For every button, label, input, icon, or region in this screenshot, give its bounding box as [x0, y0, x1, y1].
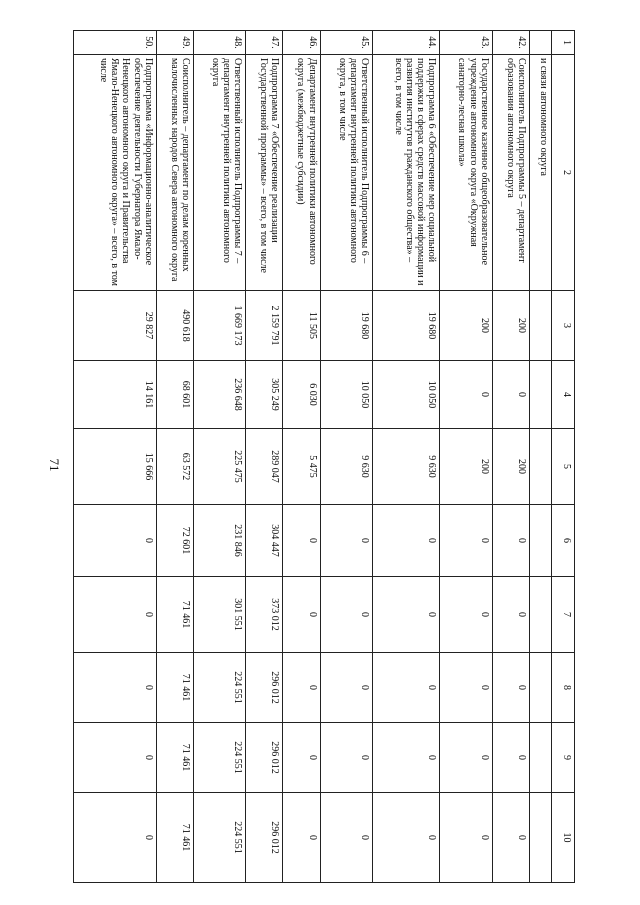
value-cell: 0 — [492, 577, 529, 653]
value-cell: 0 — [74, 577, 157, 653]
value-cell: 0 — [492, 361, 529, 429]
rotated-table-container — [73, 30, 575, 882]
column-header: 10 — [551, 793, 574, 883]
value-cell: 11 505 — [283, 291, 320, 361]
continuation-row — [529, 31, 551, 883]
value-cell: 19 680 — [320, 291, 372, 361]
table-row — [372, 31, 440, 883]
value-cell: 0 — [492, 723, 529, 793]
table-row — [492, 31, 529, 883]
value-cell: 231 846 — [193, 505, 245, 577]
value-cell: 225 475 — [193, 429, 245, 505]
table-row — [193, 31, 245, 883]
table-row — [440, 31, 492, 883]
value-cell: 9 630 — [372, 429, 440, 505]
value-cell: 0 — [440, 653, 492, 723]
value-cell: 71 461 — [156, 653, 193, 723]
table-row — [320, 31, 372, 883]
value-cell: 0 — [320, 577, 372, 653]
column-header: 3 — [551, 291, 574, 361]
column-header: 4 — [551, 361, 574, 429]
row-number: 45. — [320, 31, 372, 55]
column-header: 1 — [551, 31, 574, 55]
value-cell: 0 — [440, 361, 492, 429]
table-row — [246, 31, 283, 883]
value-cell: 0 — [440, 793, 492, 883]
value-cell: 0 — [372, 505, 440, 577]
value-cell: 10 050 — [372, 361, 440, 429]
row-number: 43. — [440, 31, 492, 55]
column-header-row — [551, 31, 574, 883]
value-cell: 19 680 — [372, 291, 440, 361]
table-row — [74, 31, 157, 883]
value-cell: 5 475 — [283, 429, 320, 505]
row-name: Подпрограмма 6 «Обеспечение мер социальной поддержки в сферах средств массовой информации и развития институтов гражданского общества» – всего, в том числе — [372, 55, 440, 291]
value-cell: 0 — [283, 653, 320, 723]
value-cell: 0 — [74, 723, 157, 793]
value-cell: 71 461 — [156, 723, 193, 793]
value-cell: 296 012 — [246, 793, 283, 883]
value-cell: 0 — [372, 577, 440, 653]
value-cell: 1 669 173 — [193, 291, 245, 361]
row-number: 50. — [74, 31, 157, 55]
row-name: Департамент внутренней политики автономного округа (межбюджетные субсидии) — [283, 55, 320, 291]
column-header: 7 — [551, 577, 574, 653]
row-number: 46. — [283, 31, 320, 55]
table-row — [283, 31, 320, 883]
value-cell: 29 827 — [74, 291, 157, 361]
value-cell: 0 — [74, 505, 157, 577]
value-cell: 72 601 — [156, 505, 193, 577]
value-cell: 224 551 — [193, 793, 245, 883]
value-cell: 296 012 — [246, 653, 283, 723]
column-header: 9 — [551, 723, 574, 793]
row-name: Подпрограмма 7 «Обеспечение реализации Государственной программы» – всего, в том числе — [246, 55, 283, 291]
value-cell: 0 — [320, 723, 372, 793]
value-cell: 9 630 — [320, 429, 372, 505]
row-number: 48. — [193, 31, 245, 55]
value-cell: 10 050 — [320, 361, 372, 429]
row-name: Ответственный исполнитель Подпрограммы 6 – департамент внутренней политики автономного округа, в том числе — [320, 55, 372, 291]
value-cell: 0 — [283, 793, 320, 883]
value-cell: 0 — [492, 505, 529, 577]
value-cell: 0 — [440, 577, 492, 653]
value-cell: 200 — [440, 291, 492, 361]
value-cell: 200 — [492, 429, 529, 505]
row-number: 47. — [246, 31, 283, 55]
value-cell: 0 — [283, 505, 320, 577]
value-cell: 0 — [372, 653, 440, 723]
value-cell: 0 — [440, 505, 492, 577]
value-cell: 490 618 — [156, 291, 193, 361]
value-cell: 0 — [372, 793, 440, 883]
value-cell: 15 666 — [74, 429, 157, 505]
value-cell: 296 012 — [246, 723, 283, 793]
column-header: 6 — [551, 505, 574, 577]
row-name: Соисполнитель Подпрограммы 5 – департамент образования автономного округа — [492, 55, 529, 291]
value-cell: 0 — [320, 505, 372, 577]
value-cell: 0 — [492, 793, 529, 883]
value-cell: 236 648 — [193, 361, 245, 429]
value-cell: 301 551 — [193, 577, 245, 653]
row-number: 44. — [372, 31, 440, 55]
value-cell: 6 030 — [283, 361, 320, 429]
column-header: 8 — [551, 653, 574, 723]
value-cell: 0 — [283, 723, 320, 793]
value-cell: 0 — [492, 653, 529, 723]
value-cell: 2 159 791 — [246, 291, 283, 361]
continuation-text: и связи автономного округа — [529, 55, 551, 291]
value-cell: 224 551 — [193, 723, 245, 793]
value-cell: 200 — [492, 291, 529, 361]
table-row — [156, 31, 193, 883]
row-name: Государственное казенное общеобразовательное учреждение автономного округа «Окружная санаторно-лесная школа» — [440, 55, 492, 291]
value-cell: 0 — [283, 577, 320, 653]
row-number: 42. — [492, 31, 529, 55]
value-cell: 200 — [440, 429, 492, 505]
value-cell: 14 161 — [74, 361, 157, 429]
value-cell: 0 — [372, 723, 440, 793]
value-cell: 0 — [320, 653, 372, 723]
value-cell: 71 461 — [156, 577, 193, 653]
value-cell: 0 — [74, 653, 157, 723]
value-cell: 0 — [320, 793, 372, 883]
value-cell: 68 601 — [156, 361, 193, 429]
budget-table — [73, 30, 575, 883]
value-cell: 224 551 — [193, 653, 245, 723]
value-cell: 373 012 — [246, 577, 283, 653]
value-cell: 289 047 — [246, 429, 283, 505]
page-number: 71 — [47, 458, 62, 472]
value-cell: 63 572 — [156, 429, 193, 505]
value-cell: 304 447 — [246, 505, 283, 577]
value-cell: 305 249 — [246, 361, 283, 429]
row-name: Соисполнитель – департамент по делам коренных малочисленных народов Севера автономного округа — [156, 55, 193, 291]
value-cell: 71 461 — [156, 793, 193, 883]
column-header: 5 — [551, 429, 574, 505]
value-cell: 0 — [440, 723, 492, 793]
row-name: Ответственный исполнитель Подпрограммы 7 – департамент внутренней политики автономного округа — [193, 55, 245, 291]
row-name: Подпрограмма «Информационно-аналитическое обеспечение деятельности Губернатора Ямало-Ненецкого автономного округа и Правительства Ямало-Ненецкого автономного округа» – всего, в том числе — [74, 55, 157, 291]
value-cell: 0 — [74, 793, 157, 883]
row-number: 49. — [156, 31, 193, 55]
column-header: 2 — [551, 55, 574, 291]
